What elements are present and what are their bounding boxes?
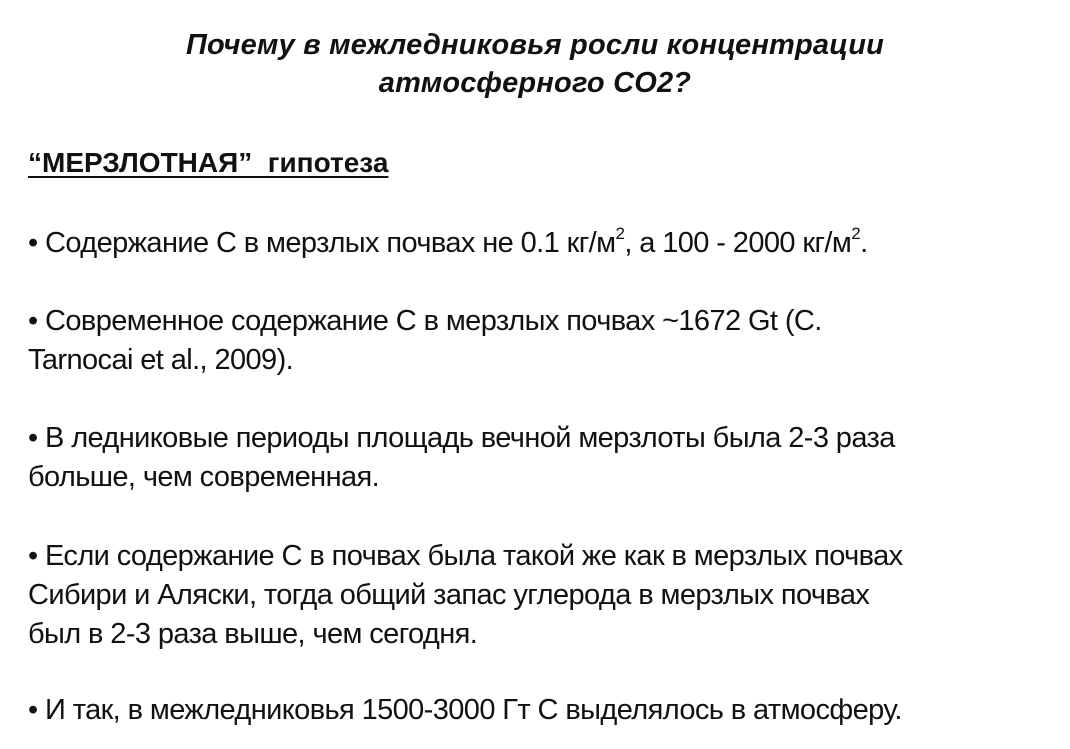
superscript: 2 [615,224,625,244]
hypothesis-heading: “МЕРЗЛОТНАЯ” гипотеза [28,147,389,178]
bullet-text: . [860,227,868,259]
superscript: 2 [851,224,861,244]
bullet-conclusion [28,691,1058,730]
bullet-line: • И так, в межледниковья 1500-3000 Гт С выделялось в атмосферу. [28,694,902,726]
bullet-line: • Современное содержание С в мерзлых почвах ~1672 Gt (C. [28,305,822,337]
bullet-modern-content [28,302,1058,380]
slide-title-line-1: Почему в межледниковья росли концентрации [185,29,885,61]
bullet-line: Tarnocai et al., 2009). [28,344,294,376]
bullet-glacial-periods [28,419,1058,497]
bullet-line: • Если содержание С в почвах была такой же как в мерзлых почвах [28,540,903,572]
bullet-line: Сибири и Аляски, тогда общий запас углерода в мерзлых почвах [28,579,870,611]
bullet-carbon-content [28,224,1058,263]
bullet-siberia-alaska [28,537,1058,654]
bullet-text: , а 100 - 2000 кг/м [624,227,852,259]
slide-title [0,26,1070,102]
bullet-line: • В ледниковые периоды площадь вечной мерзлоты была 2-3 раза [28,422,895,454]
slide-title-line-2: атмосферного СО2? [378,67,692,99]
bullet-line: больше, чем современная. [28,461,380,493]
bullet-text: • Содержание С в мерзлых почвах не 0.1 кг/м [28,227,616,259]
bullet-line: был в 2-3 раза выше, чем сегодня. [28,618,478,650]
bullet-line [28,224,1058,263]
